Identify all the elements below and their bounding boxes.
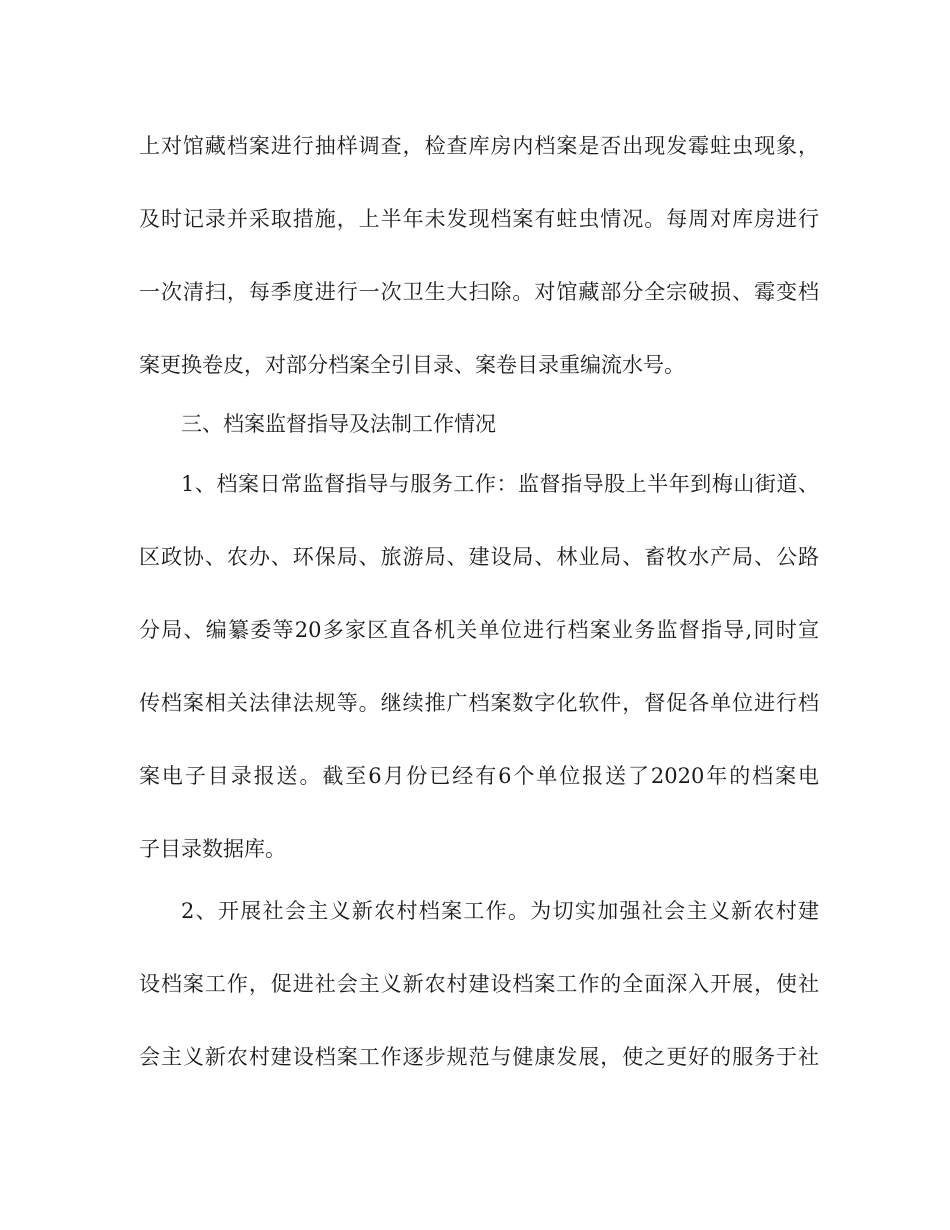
body-text-line: 传档案相关法律法规等。继续推广档案数字化软件，督促各单位进行档 [139,691,819,715]
body-text-line: 2、开展社会主义新农村档案工作。为切实加强社会主义新农村建 [181,899,819,923]
body-text-line: 子目录数据库。 [139,837,286,861]
body-text-line: 一次清扫，每季度进行一次卫生大扫除。对馆藏部分全宗破损、霉变档 [139,280,819,304]
body-text-line: 上对馆藏档案进行抽样调查，检查库房内档案是否出现发霉蛀虫现象， [139,134,819,158]
body-text-line: 1、档案日常监督指导与服务工作：监督指导股上半年到梅山街道、 [181,472,819,496]
body-text-line: 设档案工作，促进社会主义新农村建设档案工作的全面深入开展，使社 [139,972,819,996]
body-text-line: 及时记录并采取措施，上半年未发现档案有蛀虫情况。每周对库房进行 [139,207,819,231]
body-text-line: 案更换卷皮，对部分档案全引目录、案卷目录重编流水号。 [139,353,685,377]
body-text-line: 区政协、农办、环保局、旅游局、建设局、林业局、畜牧水产局、公路 [139,545,819,569]
body-text-line: 案电子目录报送。截至6月份已经有6个单位报送了2020年的档案电 [139,764,819,788]
body-text-line: 分局、编纂委等20多家区直各机关单位进行档案业务监督指导,同时宣 [139,618,819,642]
section-heading: 三、档案监督指导及法制工作情况 [181,412,496,436]
body-text-line: 会主义新农村建设档案工作逐步规范与健康发展，使之更好的服务于社 [139,1045,819,1069]
